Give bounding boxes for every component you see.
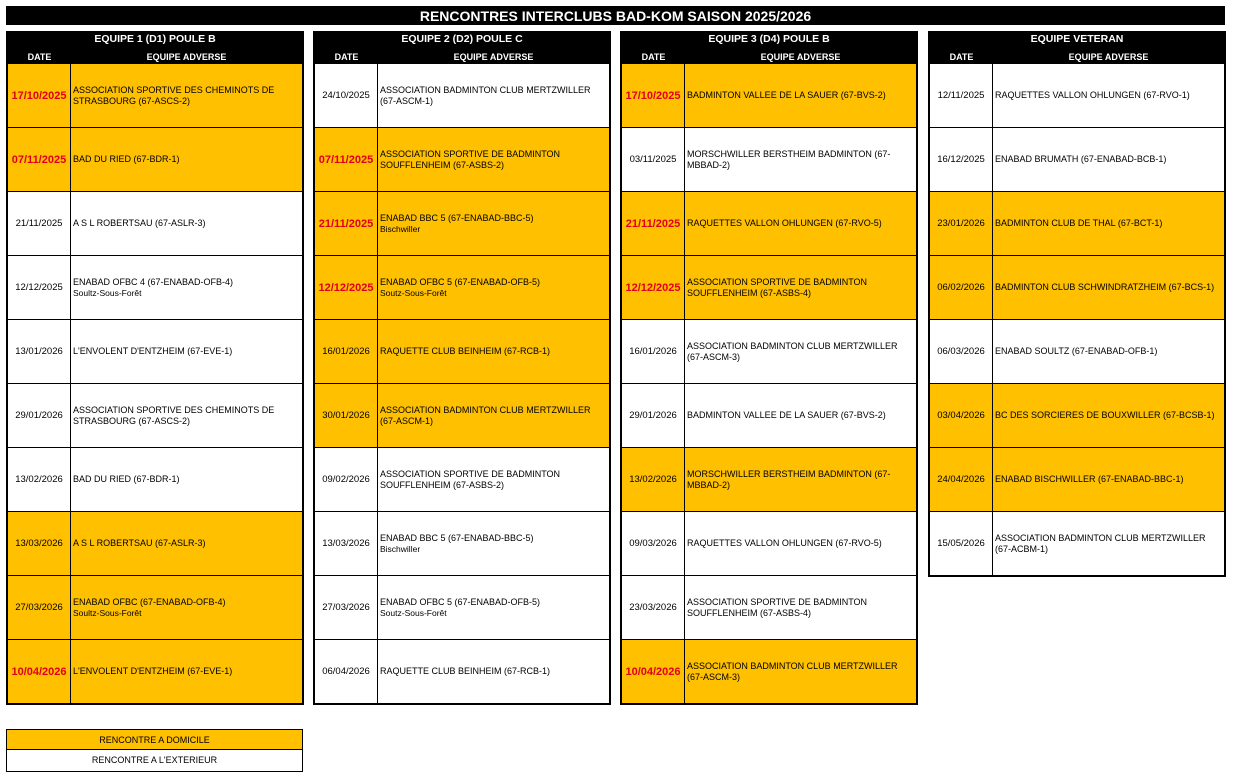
opponent-cell	[993, 192, 1224, 255]
opponent-cell	[993, 512, 1224, 575]
opponent-cell	[993, 64, 1224, 127]
match-date: 30/01/2026	[315, 384, 378, 447]
opponent-name: ENABAD OFBC 5 (67-ENABAD-OFB-5)	[380, 276, 541, 287]
opponent-cell	[993, 448, 1224, 511]
table-row	[930, 319, 1224, 383]
opponent-name: ASSOCIATION SPORTIVE DE BADMINTON SOUFFLENHEIM (67-ASBS-2)	[380, 148, 561, 170]
team-title: EQUIPE 2 (D2) POULE C	[315, 31, 609, 48]
table-row	[930, 511, 1224, 575]
match-date: 15/05/2026	[930, 512, 993, 575]
opponent-location: Soutz-Sous-Forêt	[380, 287, 447, 298]
opponent-name: ENABAD BISCHWILLER (67-ENABAD-BBC-1)	[995, 474, 1184, 484]
opponent-cell	[685, 64, 916, 127]
table-row	[622, 511, 916, 575]
table-row	[315, 127, 609, 191]
table-row	[315, 64, 609, 127]
table-body	[930, 64, 1224, 575]
team-title: EQUIPE 3 (D4) POULE B	[622, 31, 916, 48]
opponent-name: ENABAD OFBC 5 (67-ENABAD-OFB-5)	[380, 596, 541, 607]
match-date: 17/10/2025	[8, 64, 71, 127]
opponent-name: ENABAD BBC 5 (67-ENABAD-BBC-5)	[380, 212, 534, 223]
table-row	[8, 191, 302, 255]
opponent-name: L'ENVOLENT D'ENTZHEIM (67-EVE-1)	[73, 666, 233, 676]
opponent-location: Soutz-Sous-Forêt	[380, 607, 447, 618]
match-date: 27/03/2026	[8, 576, 71, 639]
opponent-name: ASSOCIATION SPORTIVE DES CHEMINOTS DE STRASBOURG (67-ASCS-2)	[73, 404, 275, 426]
table-row	[622, 319, 916, 383]
opponent-cell	[71, 384, 302, 447]
opponent-name: MORSCHWILLER BERSTHEIM BADMINTON (67-MBBAD-2)	[687, 148, 891, 170]
legend-home: RENCONTRE A DOMICILE	[6, 729, 303, 750]
table-body	[8, 64, 302, 703]
team-title: EQUIPE 1 (D1) POULE B	[8, 31, 302, 48]
match-date: 12/12/2025	[622, 256, 685, 319]
opponent-cell	[71, 128, 302, 191]
table-row	[930, 64, 1224, 127]
opponent-name: RAQUETTES VALLON OHLUNGEN (67-RVO-5)	[687, 218, 882, 228]
match-date: 09/02/2026	[315, 448, 378, 511]
opponent-name: BAD DU RIED (67-BDR-1)	[73, 154, 180, 164]
opponent-name: ENABAD OFBC 4 (67-ENABAD-OFB-4)	[73, 276, 234, 287]
opponent-cell	[685, 192, 916, 255]
table-header	[315, 50, 609, 64]
match-date: 16/01/2026	[315, 320, 378, 383]
opponent-cell	[71, 448, 302, 511]
table-row	[315, 575, 609, 639]
match-date: 27/03/2026	[315, 576, 378, 639]
table-row	[622, 127, 916, 191]
opponent-name: ASSOCIATION BADMINTON CLUB MERTZWILLER (67-ASCM-1)	[380, 84, 591, 106]
opponent-name: RAQUETTE CLUB BEINHEIM (67-RCB-1)	[380, 666, 551, 676]
table-row	[622, 255, 916, 319]
column-header-opponent: EQUIPE ADVERSE	[760, 52, 841, 62]
table-body	[622, 64, 916, 703]
match-date: 03/11/2025	[622, 128, 685, 191]
team-3-table	[620, 31, 918, 705]
opponent-cell	[71, 192, 302, 255]
opponent-cell	[378, 64, 609, 127]
match-date: 06/02/2026	[930, 256, 993, 319]
match-date: 29/01/2026	[622, 384, 685, 447]
match-date: 09/03/2026	[622, 512, 685, 575]
table-row	[930, 127, 1224, 191]
match-date: 24/04/2026	[930, 448, 993, 511]
opponent-cell	[685, 320, 916, 383]
match-date: 29/01/2026	[8, 384, 71, 447]
team-1-table	[6, 31, 304, 705]
table-row	[8, 127, 302, 191]
opponent-cell	[685, 640, 916, 703]
opponent-cell	[378, 384, 609, 447]
opponent-cell	[71, 256, 302, 319]
table-row	[8, 511, 302, 575]
opponent-cell	[378, 128, 609, 191]
match-date: 21/11/2025	[622, 192, 685, 255]
legend	[6, 729, 303, 772]
opponent-name: L'ENVOLENT D'ENTZHEIM (67-EVE-1)	[73, 346, 233, 356]
table-row	[8, 639, 302, 703]
match-date: 03/04/2026	[930, 384, 993, 447]
opponent-name: ASSOCIATION SPORTIVE DE BADMINTON SOUFFLENHEIM (67-ASBS-2)	[380, 468, 561, 490]
table-row	[622, 575, 916, 639]
opponent-cell	[993, 256, 1224, 319]
opponent-name: RAQUETTES VALLON OHLUNGEN (67-RVO-1)	[995, 90, 1190, 100]
opponent-name: BADMINTON VALLEE DE LA SAUER (67-BVS-2)	[687, 410, 886, 420]
opponent-location: Bischwiller	[380, 223, 421, 234]
opponent-cell	[71, 640, 302, 703]
opponent-cell	[71, 64, 302, 127]
opponent-name: ASSOCIATION BADMINTON CLUB MERTZWILLER (67-ASCM-3)	[687, 660, 898, 682]
table-row	[8, 319, 302, 383]
match-date: 17/10/2025	[622, 64, 685, 127]
match-date: 06/03/2026	[930, 320, 993, 383]
opponent-name: MORSCHWILLER BERSTHEIM BADMINTON (67-MBBAD-2)	[687, 468, 891, 490]
legend-away: RENCONTRE A L'EXTERIEUR	[6, 750, 303, 772]
table-row	[315, 319, 609, 383]
match-date: 10/04/2026	[622, 640, 685, 703]
table-header	[622, 50, 916, 64]
page-title: RENCONTRES INTERCLUBS BAD-KOM SAISON 2025/2026	[6, 6, 1225, 25]
column-header-date: DATE	[27, 52, 52, 62]
opponent-name: ASSOCIATION BADMINTON CLUB MERTZWILLER (67-ACBM-1)	[995, 532, 1206, 554]
opponent-cell	[685, 448, 916, 511]
opponent-cell	[378, 640, 609, 703]
opponent-cell	[71, 320, 302, 383]
match-date: 12/12/2025	[8, 256, 71, 319]
match-date: 21/11/2025	[315, 192, 378, 255]
match-date: 21/11/2025	[8, 192, 71, 255]
table-body	[315, 64, 609, 703]
opponent-location: Soultz-Sous-Forêt	[73, 287, 142, 298]
opponent-name: BC DES SORCIERES DE BOUXWILLER (67-BCSB-1)	[995, 410, 1215, 420]
table-row	[8, 255, 302, 319]
match-date: 23/03/2026	[622, 576, 685, 639]
table-row	[315, 191, 609, 255]
column-header-opponent: EQUIPE ADVERSE	[453, 52, 534, 62]
opponent-name: BADMINTON CLUB DE THAL (67-BCT-1)	[995, 218, 1163, 228]
opponent-location: Soultz-Sous-Forêt	[73, 607, 142, 618]
team-veteran-table	[928, 31, 1226, 577]
opponent-cell	[685, 128, 916, 191]
table-row	[930, 447, 1224, 511]
table-row	[622, 64, 916, 127]
opponent-name: ASSOCIATION BADMINTON CLUB MERTZWILLER (67-ASCM-1)	[380, 404, 591, 426]
table-row	[8, 383, 302, 447]
opponent-cell	[378, 512, 609, 575]
table-row	[622, 383, 916, 447]
opponent-name: A S L ROBERTSAU (67-ASLR-3)	[73, 538, 206, 548]
opponent-location: Bischwiller	[380, 543, 421, 554]
table-row	[8, 575, 302, 639]
opponent-name: BADMINTON CLUB SCHWINDRATZHEIM (67-BCS-1)	[995, 282, 1215, 292]
opponent-cell	[378, 320, 609, 383]
opponent-name: RAQUETTES VALLON OHLUNGEN (67-RVO-5)	[687, 538, 882, 548]
opponent-name: ASSOCIATION BADMINTON CLUB MERTZWILLER (67-ASCM-3)	[687, 340, 898, 362]
match-date: 07/11/2025	[315, 128, 378, 191]
opponent-name: A S L ROBERTSAU (67-ASLR-3)	[73, 218, 206, 228]
table-header	[8, 50, 302, 64]
opponent-cell	[71, 576, 302, 639]
match-date: 12/12/2025	[315, 256, 378, 319]
table-row	[8, 64, 302, 127]
opponent-name: ASSOCIATION SPORTIVE DE BADMINTON SOUFFLENHEIM (67-ASBS-4)	[687, 596, 868, 618]
opponent-cell	[378, 192, 609, 255]
table-row	[930, 383, 1224, 447]
table-row	[315, 255, 609, 319]
table-row	[930, 191, 1224, 255]
table-row	[622, 639, 916, 703]
table-row	[622, 191, 916, 255]
column-header-date: DATE	[334, 52, 359, 62]
opponent-cell	[378, 256, 609, 319]
opponent-cell	[378, 448, 609, 511]
table-row	[930, 255, 1224, 319]
column-header-date: DATE	[641, 52, 666, 62]
column-header-date: DATE	[949, 52, 974, 62]
opponent-cell	[993, 128, 1224, 191]
table-row	[315, 511, 609, 575]
match-date: 12/11/2025	[930, 64, 993, 127]
opponent-cell	[685, 256, 916, 319]
table-row	[8, 447, 302, 511]
table-row	[315, 639, 609, 703]
match-date: 16/01/2026	[622, 320, 685, 383]
opponent-name: ENABAD BBC 5 (67-ENABAD-BBC-5)	[380, 532, 534, 543]
opponent-name: RAQUETTE CLUB BEINHEIM (67-RCB-1)	[380, 346, 551, 356]
match-date: 16/12/2025	[930, 128, 993, 191]
match-date: 13/02/2026	[8, 448, 71, 511]
team-title: EQUIPE VETERAN	[930, 31, 1224, 48]
match-date: 07/11/2025	[8, 128, 71, 191]
opponent-cell	[993, 384, 1224, 447]
team-2-table	[313, 31, 611, 705]
opponent-cell	[378, 576, 609, 639]
table-row	[315, 383, 609, 447]
opponent-name: BAD DU RIED (67-BDR-1)	[73, 474, 180, 484]
opponent-name: ENABAD SOULTZ (67-ENABAD-OFB-1)	[995, 346, 1158, 356]
opponent-name: ENABAD BRUMATH (67-ENABAD-BCB-1)	[995, 154, 1167, 164]
match-date: 10/04/2026	[8, 640, 71, 703]
match-date: 13/01/2026	[8, 320, 71, 383]
opponent-name: ENABAD OFBC (67-ENABAD-OFB-4)	[73, 596, 226, 607]
match-date: 24/10/2025	[315, 64, 378, 127]
column-header-opponent: EQUIPE ADVERSE	[146, 52, 227, 62]
table-row	[315, 447, 609, 511]
table-header	[930, 50, 1224, 64]
opponent-name: BADMINTON VALLEE DE LA SAUER (67-BVS-2)	[687, 90, 886, 100]
match-date: 23/01/2026	[930, 192, 993, 255]
column-header-opponent: EQUIPE ADVERSE	[1068, 52, 1149, 62]
opponent-name: ASSOCIATION SPORTIVE DE BADMINTON SOUFFLENHEIM (67-ASBS-4)	[687, 276, 868, 298]
opponent-cell	[71, 512, 302, 575]
match-date: 06/04/2026	[315, 640, 378, 703]
opponent-cell	[685, 512, 916, 575]
opponent-name: ASSOCIATION SPORTIVE DES CHEMINOTS DE STRASBOURG (67-ASCS-2)	[73, 84, 275, 106]
opponent-cell	[685, 576, 916, 639]
match-date: 13/03/2026	[8, 512, 71, 575]
match-date: 13/02/2026	[622, 448, 685, 511]
opponent-cell	[685, 384, 916, 447]
table-row	[622, 447, 916, 511]
opponent-cell	[993, 320, 1224, 383]
match-date: 13/03/2026	[315, 512, 378, 575]
